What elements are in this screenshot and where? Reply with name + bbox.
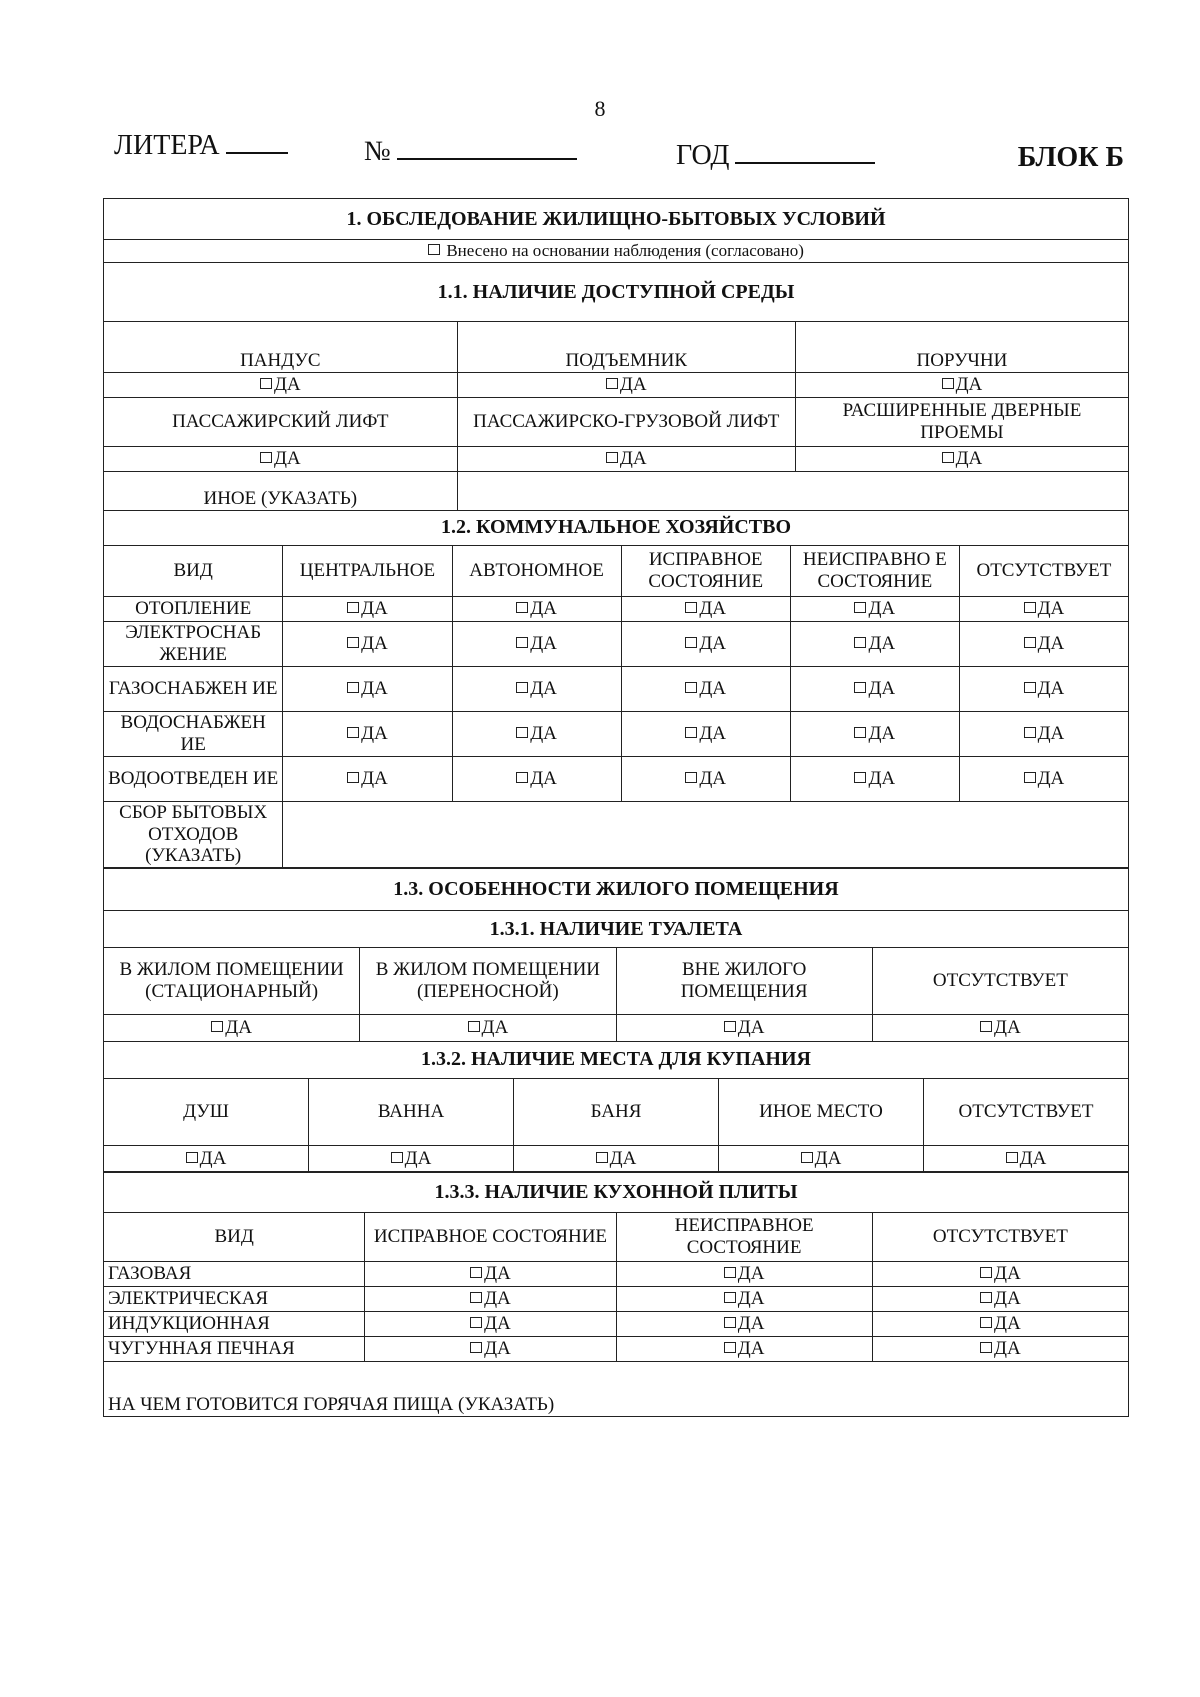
checkbox-icon[interactable] <box>516 682 528 693</box>
checkbox-icon[interactable] <box>980 1317 992 1328</box>
utilities-header-col-5: ОТСУТСТВУЕТ <box>959 545 1128 596</box>
utility-yes[interactable] <box>452 666 621 711</box>
yes-label: ДА <box>868 722 896 744</box>
ramp-label: ПАНДУС <box>104 322 458 373</box>
utility-label: ОТОПЛЕНИЕ <box>104 596 283 621</box>
utility-yes[interactable] <box>283 756 452 801</box>
utility-yes[interactable] <box>621 621 790 666</box>
section-1-title: 1. ОБСЛЕДОВАНИЕ ЖИЛИЩНО-БЫТОВЫХ УСЛОВИЙ <box>104 199 1129 240</box>
bathing-yes-2[interactable] <box>514 1145 719 1172</box>
stove-type-label: ГАЗОВАЯ <box>104 1262 365 1287</box>
yes-label: ДА <box>868 597 896 619</box>
stove-row <box>104 1262 1129 1287</box>
checkbox-icon[interactable] <box>470 1292 482 1303</box>
passenger-elevator-yes[interactable] <box>104 447 458 472</box>
stove-body <box>104 1262 1129 1362</box>
checkbox-icon[interactable] <box>801 1152 813 1163</box>
utility-yes[interactable] <box>452 711 621 756</box>
yes-label: ДА <box>994 1338 1021 1360</box>
yes-label: ДА <box>994 1017 1021 1039</box>
utility-yes[interactable] <box>959 756 1128 801</box>
litera-label: ЛИТЕРА <box>114 130 220 161</box>
yes-label: ДА <box>530 767 557 789</box>
section-1-2-title: 1.2. КОММУНАЛЬНОЕ ХОЗЯЙСТВО <box>104 510 1129 545</box>
checkbox-icon[interactable] <box>606 452 618 463</box>
waste-input[interactable] <box>283 801 1129 868</box>
utility-yes[interactable] <box>790 756 959 801</box>
year-blank[interactable] <box>735 138 875 164</box>
section-1-3-1-title: 1.3.1. НАЛИЧИЕ ТУАЛЕТА <box>104 911 1129 948</box>
bathing-header-col-2: БАНЯ <box>514 1078 719 1145</box>
yes-label: ДА <box>868 632 896 654</box>
checkbox-icon[interactable] <box>470 1317 482 1328</box>
stove-type-label: ЭЛЕКТРИЧЕСКАЯ <box>104 1287 365 1312</box>
yes-label: ДА <box>619 448 647 470</box>
utility-label: ВОДОСНАБЖЕН ИЕ <box>104 711 283 756</box>
year-field <box>676 138 875 172</box>
checkbox-icon[interactable] <box>854 727 866 738</box>
survey-form <box>103 198 1129 1417</box>
bathing-yes-1[interactable] <box>309 1145 514 1172</box>
stove-yes[interactable] <box>872 1287 1128 1312</box>
bathing-yes-4[interactable] <box>924 1145 1129 1172</box>
yes-label: ДА <box>814 1147 842 1169</box>
section-1-1-title: 1.1. НАЛИЧИЕ ДОСТУПНОЙ СРЕДЫ <box>104 263 1129 322</box>
checkbox-icon[interactable] <box>347 637 359 648</box>
yes-label: ДА <box>737 1313 765 1335</box>
bathing-header-col-1: ВАННА <box>309 1078 514 1145</box>
utility-yes[interactable] <box>621 756 790 801</box>
checkbox-icon[interactable] <box>596 1152 608 1163</box>
yes-label: ДА <box>868 767 896 789</box>
ramp-yes[interactable] <box>104 373 458 398</box>
checkbox-icon[interactable] <box>980 1292 992 1303</box>
checkbox-icon[interactable] <box>980 1021 992 1032</box>
checkbox-icon[interactable] <box>724 1292 736 1303</box>
yes-label: ДА <box>699 767 727 789</box>
checkbox-icon[interactable] <box>685 727 697 738</box>
yes-label: ДА <box>225 1017 252 1039</box>
yes-label: ДА <box>361 767 388 789</box>
yes-label: ДА <box>868 677 896 699</box>
checkbox-icon[interactable] <box>942 378 954 389</box>
utilities-table <box>103 510 1129 869</box>
yes-label: ДА <box>484 1263 511 1285</box>
checkbox-icon[interactable] <box>724 1021 736 1032</box>
utility-yes[interactable] <box>790 621 959 666</box>
bathing-yes-row <box>104 1145 1129 1172</box>
yes-label: ДА <box>737 1338 765 1360</box>
yes-label: ДА <box>484 1313 511 1335</box>
stove-yes[interactable] <box>365 1337 616 1362</box>
checkbox-icon[interactable] <box>260 378 272 389</box>
stove-yes[interactable] <box>365 1287 616 1312</box>
handrails-yes[interactable] <box>795 373 1128 398</box>
checkbox-icon[interactable] <box>854 637 866 648</box>
utility-yes[interactable] <box>452 756 621 801</box>
yes-label: ДА <box>737 1288 765 1310</box>
toilet-header-row <box>104 948 1129 1015</box>
utility-yes[interactable] <box>283 596 452 621</box>
yes-label: ДА <box>361 677 388 699</box>
utilities-header-col-2: АВТОНОМНОЕ <box>452 545 621 596</box>
lift-platform-yes[interactable] <box>457 373 795 398</box>
block-label: БЛОК Б <box>1017 142 1124 173</box>
checkbox-icon[interactable] <box>724 1317 736 1328</box>
bathing-header-col-3: ИНОЕ МЕСТО <box>719 1078 924 1145</box>
toilet-yes-1[interactable] <box>360 1015 616 1042</box>
other-input[interactable] <box>457 472 1128 511</box>
yes-label: ДА <box>530 597 557 619</box>
litera-field <box>114 128 288 162</box>
checkbox-icon[interactable] <box>516 602 528 613</box>
toilet-yes-3[interactable] <box>872 1015 1128 1042</box>
yes-label: ДА <box>361 632 388 654</box>
yes-label: ДА <box>994 1263 1021 1285</box>
checkbox-icon[interactable] <box>724 1267 736 1278</box>
utility-yes[interactable] <box>621 711 790 756</box>
yes-label: ДА <box>699 677 727 699</box>
utilities-header-col-1: ЦЕНТРАЛЬНОЕ <box>283 545 452 596</box>
stove-header-col-2: НЕИСПРАВНОЕ СОСТОЯНИЕ <box>616 1213 872 1262</box>
yes-label: ДА <box>199 1147 227 1169</box>
observation-note: Внесено на основании наблюдения (согласовано) <box>446 241 804 261</box>
lift-platform-label: ПОДЪЕМНИК <box>457 322 795 373</box>
checkbox-icon[interactable] <box>470 1342 482 1353</box>
freight-elevator-label: ПАССАЖИРСКО-ГРУЗОВОЙ ЛИФТ <box>457 398 795 447</box>
utility-yes[interactable] <box>959 711 1128 756</box>
wide-doorways-yes[interactable] <box>795 447 1128 472</box>
stove-row <box>104 1287 1129 1312</box>
checkbox-icon[interactable] <box>854 602 866 613</box>
checkbox-icon[interactable] <box>516 637 528 648</box>
toilet-header-col-1: В ЖИЛОМ ПОМЕЩЕНИИ (ПЕРЕНОСНОЙ) <box>360 948 616 1015</box>
stove-header-row <box>104 1213 1129 1262</box>
waste-label: СБОР БЫТОВЫХ ОТХОДОВ (УКАЗАТЬ) <box>104 801 283 868</box>
utilities-header-col-3: ИСПРАВНОЕ СОСТОЯНИЕ <box>621 545 790 596</box>
yes-label: ДА <box>484 1288 511 1310</box>
yes-label: ДА <box>404 1147 432 1169</box>
stove-yes[interactable] <box>872 1262 1128 1287</box>
utilities-header-col-4: НЕИСПРАВНО Е СОСТОЯНИЕ <box>790 545 959 596</box>
checkbox-icon[interactable] <box>1024 727 1036 738</box>
stove-yes[interactable] <box>872 1312 1128 1337</box>
yes-label: ДА <box>737 1263 765 1285</box>
utility-label: ЭЛЕКТРОСНАБ ЖЕНИЕ <box>104 621 283 666</box>
yes-label: ДА <box>530 677 557 699</box>
yes-label: ДА <box>699 722 727 744</box>
checkbox-icon[interactable] <box>347 682 359 693</box>
yes-label: ДА <box>955 374 983 396</box>
checkbox-icon[interactable] <box>470 1267 482 1278</box>
checkbox-icon[interactable] <box>186 1152 198 1163</box>
toilet-header-col-0: В ЖИЛОМ ПОМЕЩЕНИИ (СТАЦИОНАРНЫЙ) <box>104 948 360 1015</box>
utility-row <box>104 596 1129 621</box>
page-number: 8 <box>594 96 606 121</box>
utilities-body <box>104 596 1129 801</box>
checkbox-icon[interactable] <box>1024 602 1036 613</box>
toilet-yes-0[interactable] <box>104 1015 360 1042</box>
utility-yes[interactable] <box>959 596 1128 621</box>
checkbox-icon[interactable] <box>468 1021 480 1032</box>
yes-label: ДА <box>1037 722 1065 744</box>
yes-label: ДА <box>994 1313 1021 1335</box>
number-field <box>364 134 577 168</box>
utility-yes[interactable] <box>621 666 790 711</box>
bathing-header-row <box>104 1078 1129 1145</box>
bathing-header-col-0: ДУШ <box>104 1078 309 1145</box>
yes-label: ДА <box>737 1017 765 1039</box>
checkbox-icon[interactable] <box>606 378 618 389</box>
yes-label: ДА <box>481 1017 509 1039</box>
yes-label: ДА <box>994 1288 1021 1310</box>
yes-label: ДА <box>361 597 388 619</box>
section-1-3-2-title: 1.3.2. НАЛИЧИЕ МЕСТА ДЛЯ КУПАНИЯ <box>104 1041 1129 1078</box>
yes-label: ДА <box>609 1147 637 1169</box>
litera-blank[interactable] <box>226 128 288 154</box>
bathing-header-col-4: ОТСУТСТВУЕТ <box>924 1078 1129 1145</box>
bathing-yes-0[interactable] <box>104 1145 309 1172</box>
checkbox-icon[interactable] <box>724 1342 736 1353</box>
toilet-header-col-2: ВНЕ ЖИЛОГО ПОМЕЩЕНИЯ <box>616 948 872 1015</box>
utility-yes[interactable] <box>283 711 452 756</box>
yes-label: ДА <box>1037 632 1065 654</box>
year-label: ГОД <box>676 140 730 171</box>
utility-yes[interactable] <box>452 621 621 666</box>
utility-label: ВОДООТВЕДЕН ИЕ <box>104 756 283 801</box>
utility-yes[interactable] <box>959 666 1128 711</box>
checkbox-icon[interactable] <box>942 452 954 463</box>
yes-label: ДА <box>1037 677 1065 699</box>
utility-row <box>104 756 1129 801</box>
checkbox-icon[interactable] <box>391 1152 403 1163</box>
stove-yes[interactable] <box>365 1312 616 1337</box>
yes-label: ДА <box>484 1338 511 1360</box>
stove-type-label: ИНДУКЦИОННАЯ <box>104 1312 365 1337</box>
yes-label: ДА <box>273 374 301 396</box>
utility-yes[interactable] <box>959 621 1128 666</box>
toilet-yes-row <box>104 1015 1129 1042</box>
toilet-header-col-3: ОТСУТСТВУЕТ <box>872 948 1128 1015</box>
section-1-3-3-title: 1.3.3. НАЛИЧИЕ КУХОННОЙ ПЛИТЫ <box>104 1172 1129 1213</box>
form-header <box>114 128 1124 178</box>
handrails-label: ПОРУЧНИ <box>795 322 1128 373</box>
utility-yes[interactable] <box>283 621 452 666</box>
checkbox-icon[interactable] <box>211 1021 223 1032</box>
toilet-yes-2[interactable] <box>616 1015 872 1042</box>
checkbox-icon[interactable] <box>1006 1152 1018 1163</box>
checkbox-icon[interactable] <box>1024 637 1036 648</box>
stove-type-label: ЧУГУННАЯ ПЕЧНАЯ <box>104 1337 365 1362</box>
yes-label: ДА <box>619 374 647 396</box>
yes-label: ДА <box>530 722 557 744</box>
yes-label: ДА <box>273 448 301 470</box>
stove-yes[interactable] <box>365 1262 616 1287</box>
observation-note-row <box>104 240 1129 263</box>
checkbox-icon[interactable] <box>854 772 866 783</box>
utility-yes[interactable] <box>283 666 452 711</box>
yes-label: ДА <box>530 632 557 654</box>
number-blank[interactable] <box>397 134 577 160</box>
checkbox-icon[interactable] <box>685 772 697 783</box>
yes-label: ДА <box>1019 1147 1047 1169</box>
utility-yes[interactable] <box>790 666 959 711</box>
checkbox-icon[interactable] <box>685 602 697 613</box>
checkbox-icon[interactable] <box>1024 682 1036 693</box>
yes-label: ДА <box>699 632 727 654</box>
hot-food-label[interactable]: НА ЧЕМ ГОТОВИТСЯ ГОРЯЧАЯ ПИЩА (УКАЗАТЬ) <box>104 1362 1129 1417</box>
stove-yes[interactable] <box>616 1262 872 1287</box>
utility-yes[interactable] <box>790 711 959 756</box>
stove-row <box>104 1337 1129 1362</box>
freight-elevator-yes[interactable] <box>457 447 795 472</box>
stove-yes[interactable] <box>616 1337 872 1362</box>
yes-label: ДА <box>1037 597 1065 619</box>
checkbox-icon[interactable] <box>516 727 528 738</box>
checkbox-icon[interactable] <box>854 682 866 693</box>
stove-yes[interactable] <box>616 1287 872 1312</box>
utilities-header-row <box>104 545 1129 596</box>
utility-yes[interactable] <box>621 596 790 621</box>
section-1-3-title: 1.3. ОСОБЕННОСТИ ЖИЛОГО ПОМЕЩЕНИЯ <box>104 868 1129 911</box>
number-label: № <box>364 136 391 167</box>
utility-row <box>104 666 1129 711</box>
checkbox-icon[interactable] <box>685 682 697 693</box>
checkbox-icon[interactable] <box>428 244 440 255</box>
yes-label: ДА <box>699 597 727 619</box>
checkbox-icon[interactable] <box>1024 772 1036 783</box>
checkbox-icon[interactable] <box>347 602 359 613</box>
checkbox-icon[interactable] <box>980 1342 992 1353</box>
checkbox-icon[interactable] <box>516 772 528 783</box>
stove-header-col-1: ИСПРАВНОЕ СОСТОЯНИЕ <box>365 1213 616 1262</box>
stove-row <box>104 1312 1129 1337</box>
checkbox-icon[interactable] <box>347 772 359 783</box>
wide-doorways-label: РАСШИРЕННЫЕ ДВЕРНЫЕ ПРОЕМЫ <box>795 398 1128 447</box>
utility-row <box>104 621 1129 666</box>
checkbox-icon[interactable] <box>260 452 272 463</box>
yes-label: ДА <box>361 722 388 744</box>
yes-label: ДА <box>1037 767 1065 789</box>
stove-header-col-3: ОТСУТСТВУЕТ <box>872 1213 1128 1262</box>
utilities-header-col-0: ВИД <box>104 545 283 596</box>
utility-yes[interactable] <box>452 596 621 621</box>
accessible-environment-table <box>103 198 1129 511</box>
bathing-table <box>103 1041 1129 1173</box>
stove-header-col-0: ВИД <box>104 1213 365 1262</box>
stove-yes[interactable] <box>872 1337 1128 1362</box>
checkbox-icon[interactable] <box>685 637 697 648</box>
yes-label: ДА <box>955 448 983 470</box>
checkbox-icon[interactable] <box>980 1267 992 1278</box>
bathing-yes-3[interactable] <box>719 1145 924 1172</box>
passenger-elevator-label: ПАССАЖИРСКИЙ ЛИФТ <box>104 398 458 447</box>
utility-row <box>104 711 1129 756</box>
stove-table <box>103 1171 1129 1417</box>
checkbox-icon[interactable] <box>347 727 359 738</box>
stove-yes[interactable] <box>616 1312 872 1337</box>
other-label: ИНОЕ (УКАЗАТЬ) <box>104 472 458 511</box>
utility-yes[interactable] <box>790 596 959 621</box>
utility-label: ГАЗОСНАБЖЕН ИЕ <box>104 666 283 711</box>
toilet-table <box>103 867 1129 1042</box>
